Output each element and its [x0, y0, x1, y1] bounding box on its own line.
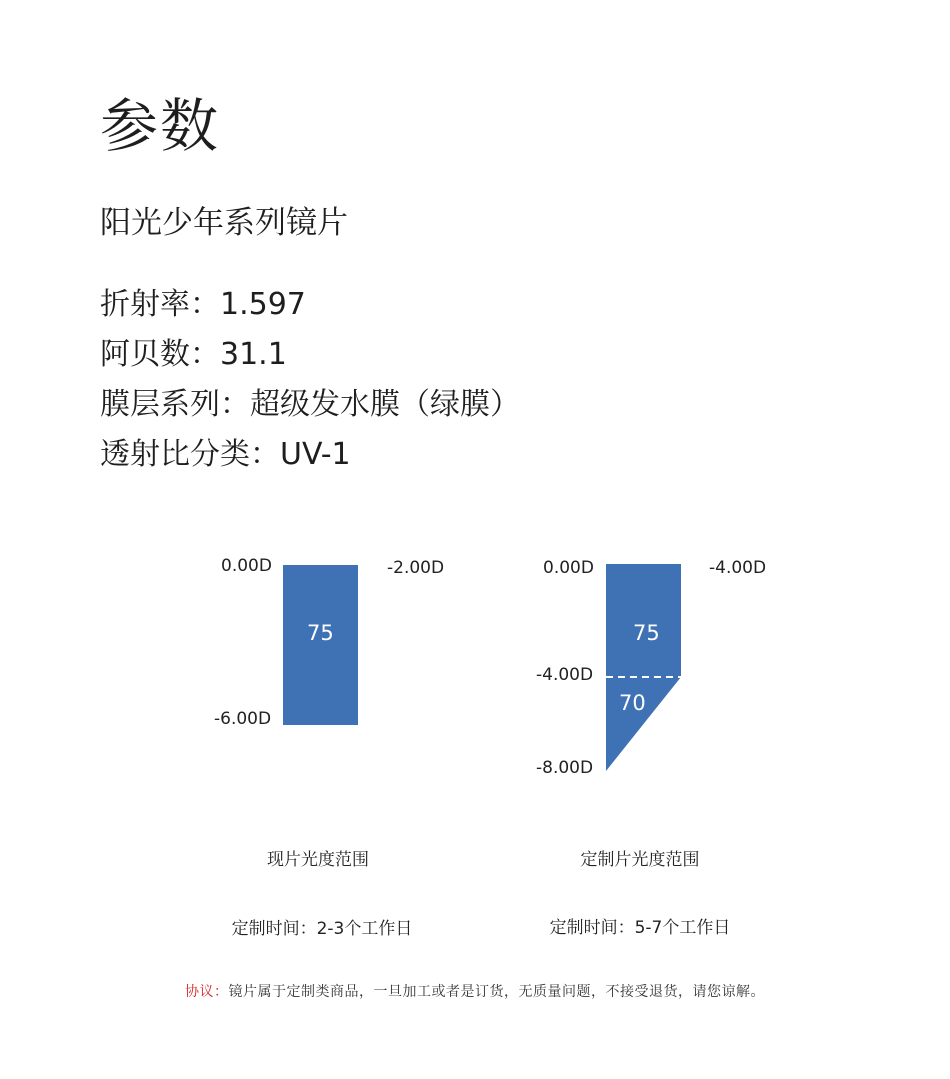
- custom-range-caption: 定制片光度范围: [580, 850, 700, 870]
- spec-label: 透射比分类：: [100, 437, 280, 472]
- stock-segment-value: 75: [307, 621, 334, 645]
- custom-sphere-bottom-label: -8.00D: [536, 758, 594, 778]
- custom-sphere-top-label: 0.00D: [543, 558, 594, 578]
- spec-value: UV-1: [280, 437, 351, 472]
- spec-value: 1.597: [220, 287, 306, 322]
- stock-lead-time: 定制时间：2-3个工作日: [231, 919, 413, 939]
- stock-sphere-top-label: 0.00D: [221, 556, 272, 576]
- stock-cylinder-label: -2.00D: [387, 558, 445, 578]
- custom-sphere-mid-label: -4.00D: [536, 665, 594, 685]
- spec-label: 折射率：: [100, 287, 220, 322]
- custom-cylinder-label: -4.00D: [709, 558, 767, 578]
- spec-label: 膜层系列：: [100, 387, 250, 422]
- agreement-text: 镜片属于定制类商品，一旦加工或者是订货，无质量问题，不接受退货，请您谅解。: [228, 984, 765, 1000]
- product-series-title: 阳光少年系列镜片: [100, 205, 348, 241]
- spec-value: 超级发水膜（绿膜）: [250, 387, 520, 422]
- stock-range-block: [283, 565, 358, 725]
- agreement-key: 协议：: [185, 984, 229, 1000]
- spec-label: 阿贝数：: [100, 337, 220, 372]
- custom-lower-segment-value: 70: [619, 691, 646, 715]
- custom-upper-segment-value: 75: [633, 621, 660, 645]
- stock-sphere-bottom-label: -6.00D: [214, 709, 272, 729]
- spec-value: 31.1: [220, 337, 287, 372]
- agreement-notice: [0, 982, 950, 1002]
- page-title: 参数: [100, 92, 221, 160]
- stock-range-caption: 现片光度范围: [267, 850, 369, 870]
- custom-lead-time: 定制时间：5-7个工作日: [549, 918, 731, 938]
